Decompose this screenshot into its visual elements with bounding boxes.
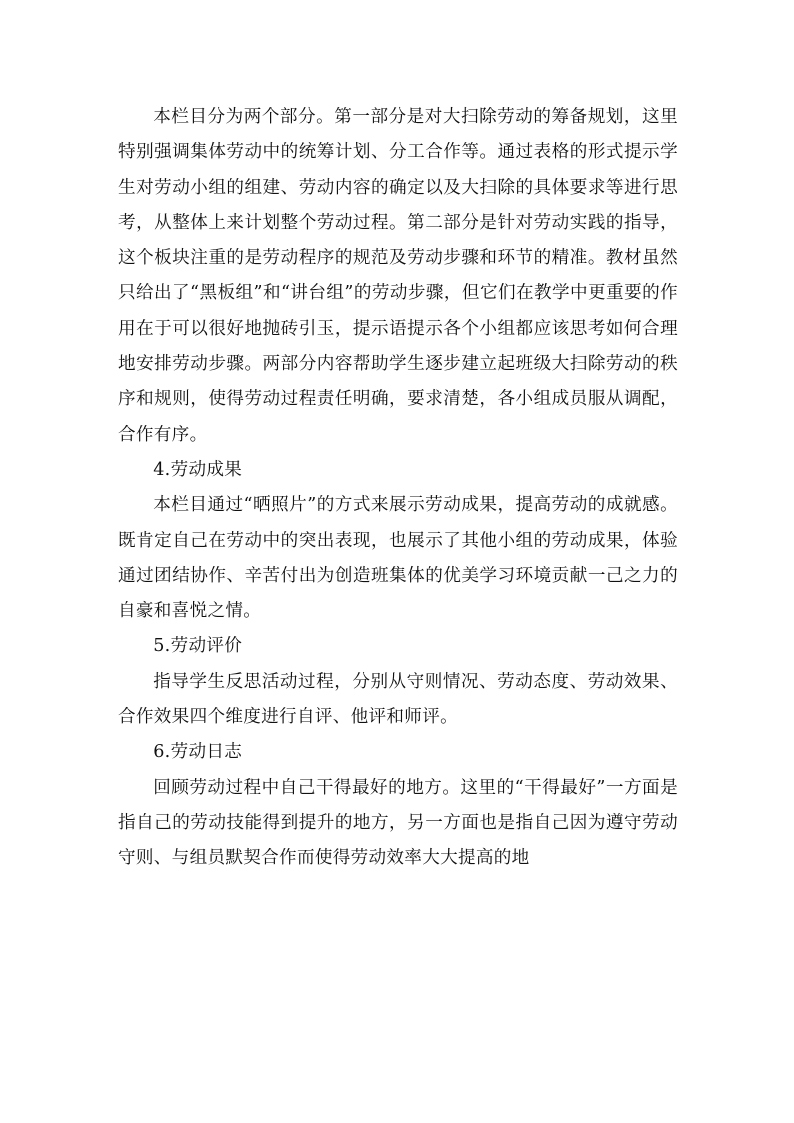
paragraph-section-3-description: 本栏目分为两个部分。第一部分是对大扫除劳动的筹备规划，这里特别强调集体劳动中的统筹计划、分工合作等。通过表格的形式提示学生对劳动小组的组建、劳动内容的确定以及大扫除的具体要求等进行思考，从整体上来计划整个劳动过程。第二部分是针对劳动实践的指导，这个板块注重的是劳动程序的规范及劳动步骤和环节的精准。教材虽然只给出了“黑板组”和“讲台组”的劳动步骤，但它们在教学中更重要的作用在于可以很好地抛砖引玉，提示语提示各个小组都应该思考如何合理地安排劳动步骤。两部分内容帮助学生逐步建立起班级大扫除劳动的秩序和规则，使得劳动过程责任明确，要求清楚，各小组成员服从调配，合作有序。 xyxy=(118,107,678,445)
heading-labor-evaluation: 5.劳动评价 xyxy=(153,636,243,657)
heading-labor-log: 6.劳动日志 xyxy=(153,742,243,763)
paragraph-labor-evaluation: 指导学生反思活动过程，分别从守则情况、劳动态度、劳动效果、合作效果四个维度进行自评、他评和师评。 xyxy=(118,671,678,728)
heading-labor-results: 4.劳动成果 xyxy=(153,459,243,480)
paragraph-labor-log: 回顾劳动过程中自己干得最好的地方。这里的“干得最好”一方面是指自己的劳动技能得到提升的地方，另一方面也是指自己因为遵守劳动守则、与组员默契合作而使得劳动效率大大提高的地 xyxy=(118,777,678,869)
document-body xyxy=(118,100,678,877)
paragraph-labor-results: 本栏目通过“晒照片”的方式来展示劳动成果，提高劳动的成就感。既肯定自己在劳动中的突出表现，也展示了其他小组的劳动成果，体验通过团结协作、辛苦付出为创造班集体的优美学习环境贡献一己之力的自豪和喜悦之情。 xyxy=(118,495,678,622)
